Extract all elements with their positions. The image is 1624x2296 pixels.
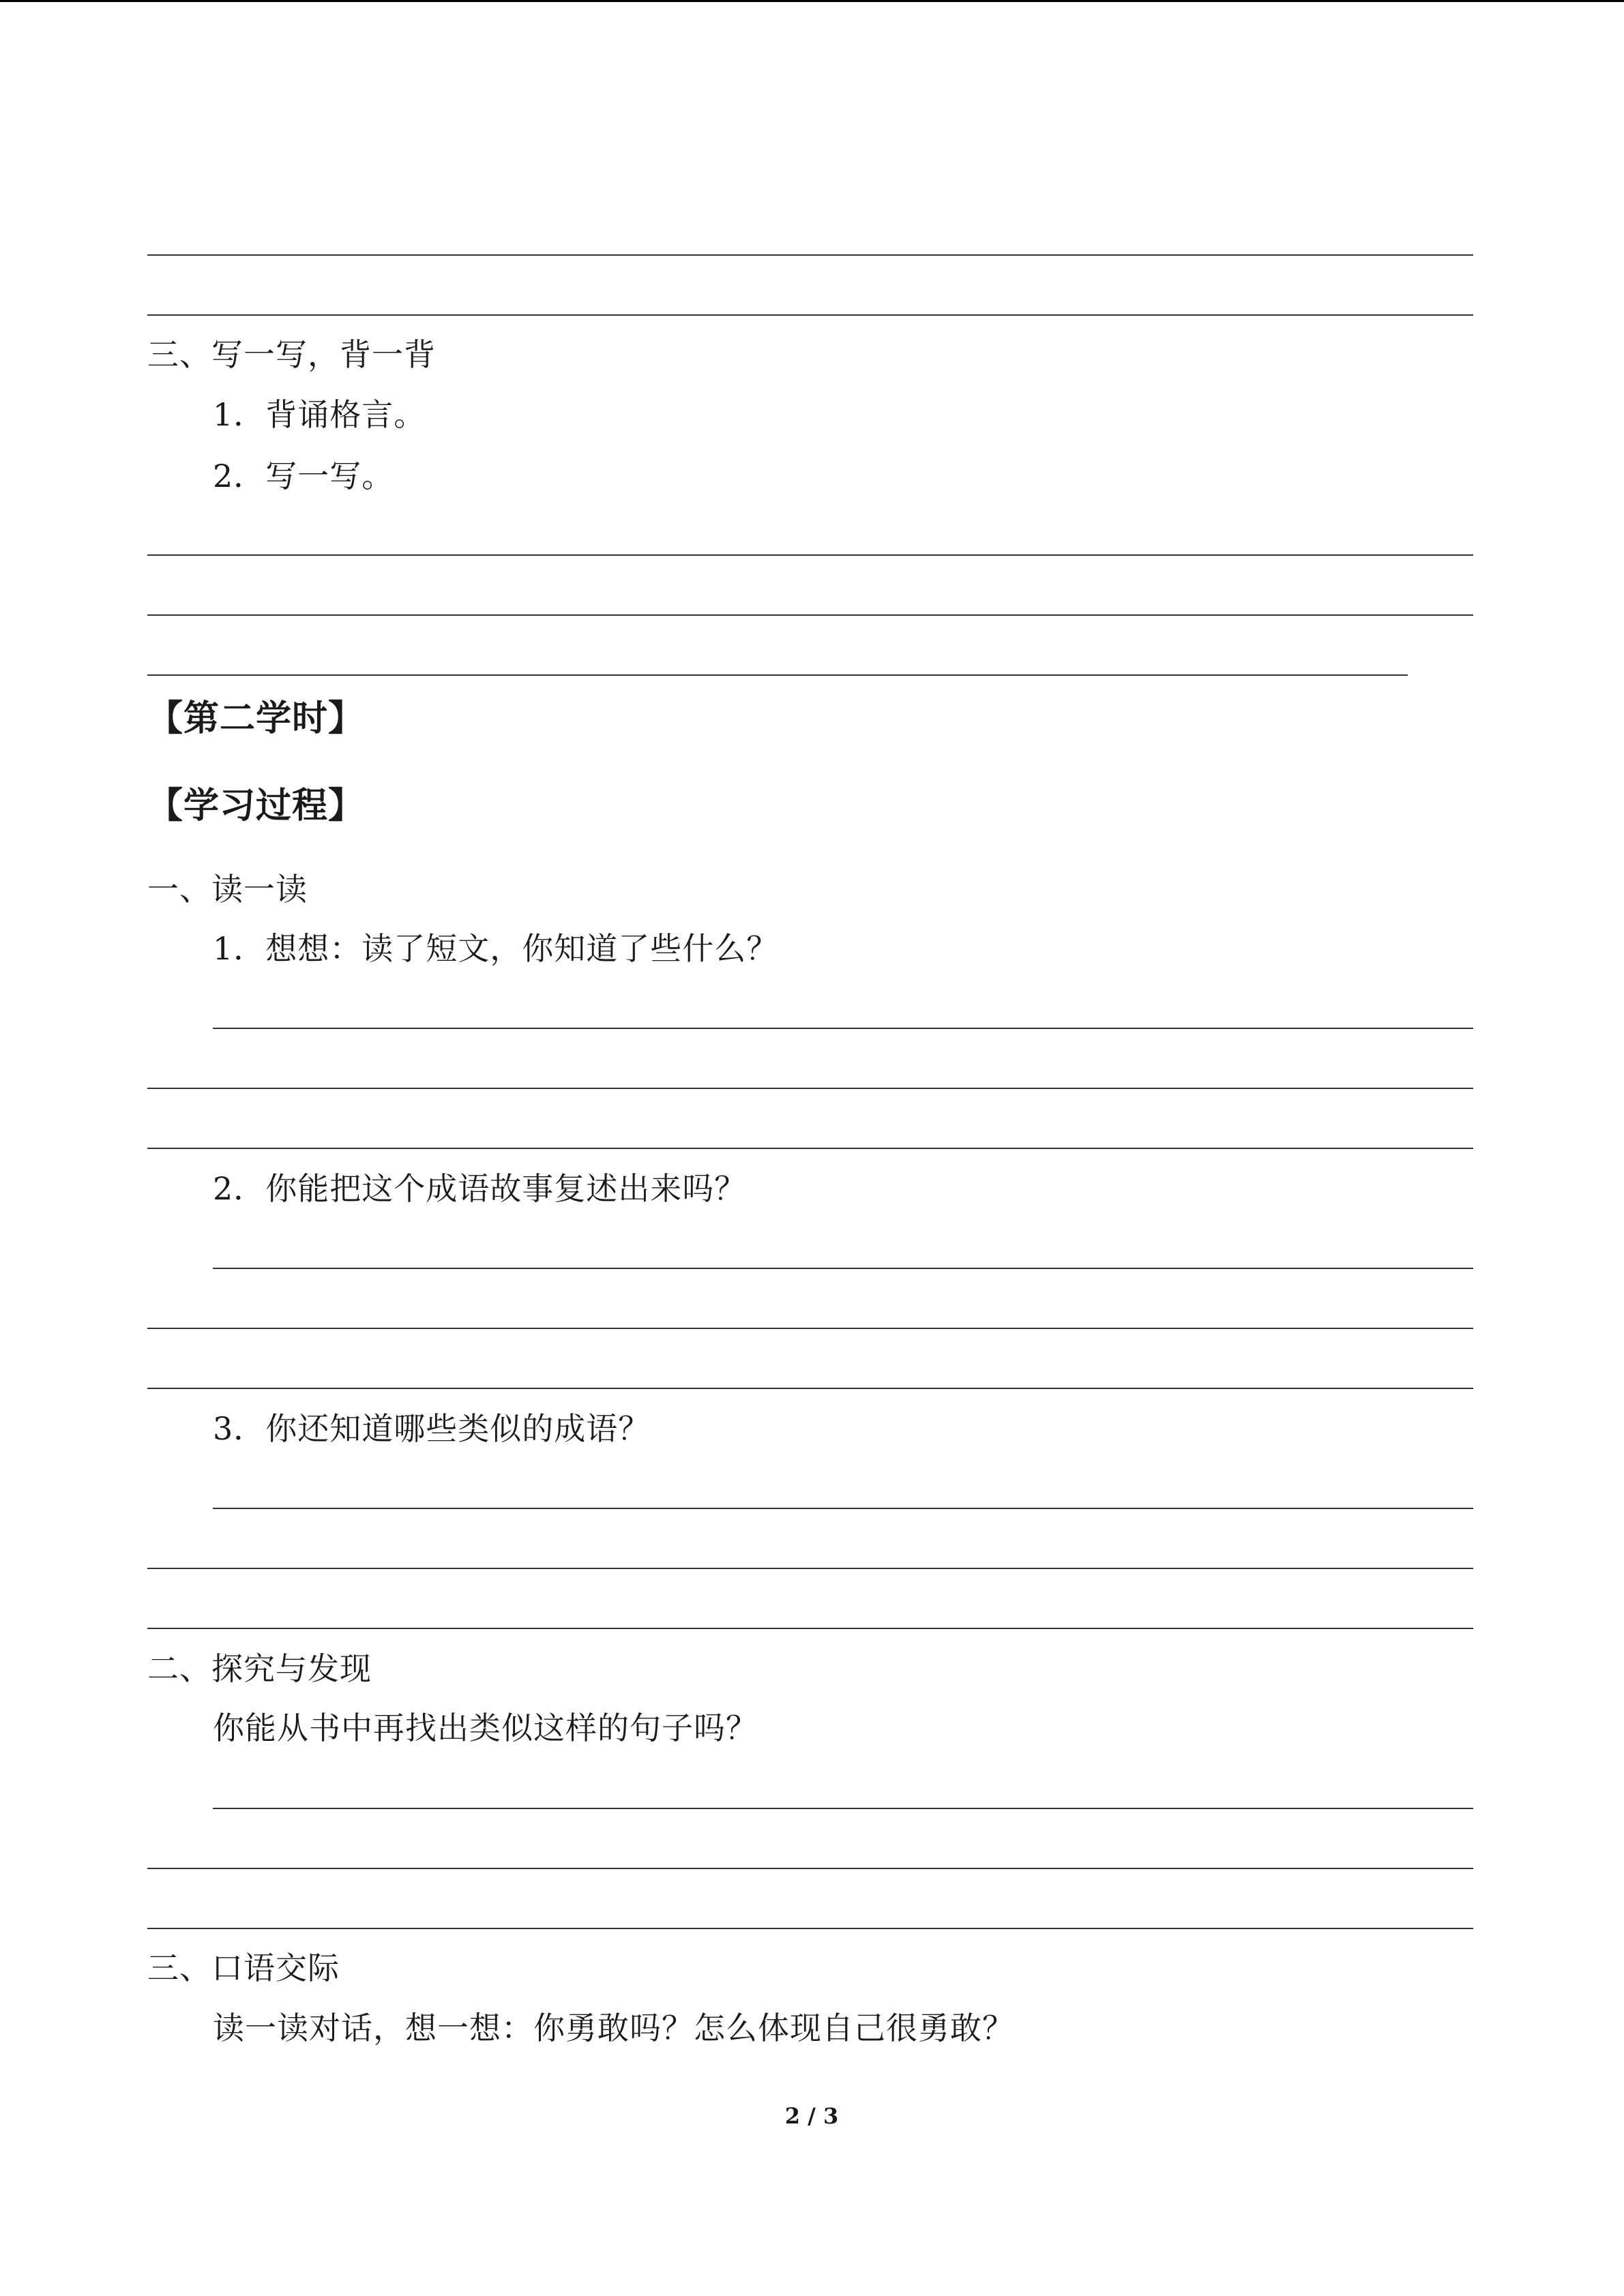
question-3: 3．你还知道哪些类似的成语？ (213, 1410, 651, 1447)
question-2: 2．你能把这个成语故事复述出来吗？ (213, 1170, 747, 1207)
explore-prompt: 你能从书中再找出类似这样的句子吗？ (213, 1710, 758, 1746)
part-oral-title: 三、口语交际 (147, 1950, 340, 1986)
answer-line[interactable] (147, 614, 1473, 616)
page-number: 2 / 3 (784, 2103, 839, 2129)
answer-line[interactable] (147, 1148, 1473, 1149)
part-explore-title: 二、探究与发现 (147, 1650, 372, 1687)
answer-line[interactable] (147, 254, 1473, 256)
item-write: 2．写一写。 (213, 458, 394, 494)
section-write-recite-title: 三、写一写，背一背 (147, 336, 436, 373)
top-border (0, 0, 1624, 2)
answer-line[interactable] (213, 1808, 1473, 1809)
answer-line[interactable] (147, 1088, 1473, 1089)
answer-line[interactable] (213, 1508, 1473, 1509)
answer-line[interactable] (147, 1388, 1473, 1389)
lesson-two-heading: 【第二学时】 (147, 698, 365, 739)
answer-line[interactable] (213, 1028, 1473, 1029)
answer-line[interactable] (147, 314, 1473, 316)
oral-prompt: 读一读对话，想一想：你勇敢吗？怎么体现自己很勇敢？ (213, 2010, 1014, 2046)
question-1: 1．想想：读了短文，你知道了些什么？ (213, 930, 779, 967)
answer-line[interactable] (147, 1928, 1473, 1929)
learning-process-heading: 【学习过程】 (147, 785, 365, 826)
answer-line[interactable] (213, 1268, 1473, 1269)
answer-line[interactable] (147, 1568, 1473, 1569)
answer-line[interactable] (147, 674, 1408, 676)
item-recite-motto: 1．背诵格言。 (213, 396, 426, 433)
answer-line[interactable] (147, 1628, 1473, 1629)
part-read-title: 一、读一读 (147, 871, 308, 908)
answer-line[interactable] (147, 1328, 1473, 1329)
answer-line[interactable] (147, 554, 1473, 556)
answer-line[interactable] (147, 1868, 1473, 1869)
